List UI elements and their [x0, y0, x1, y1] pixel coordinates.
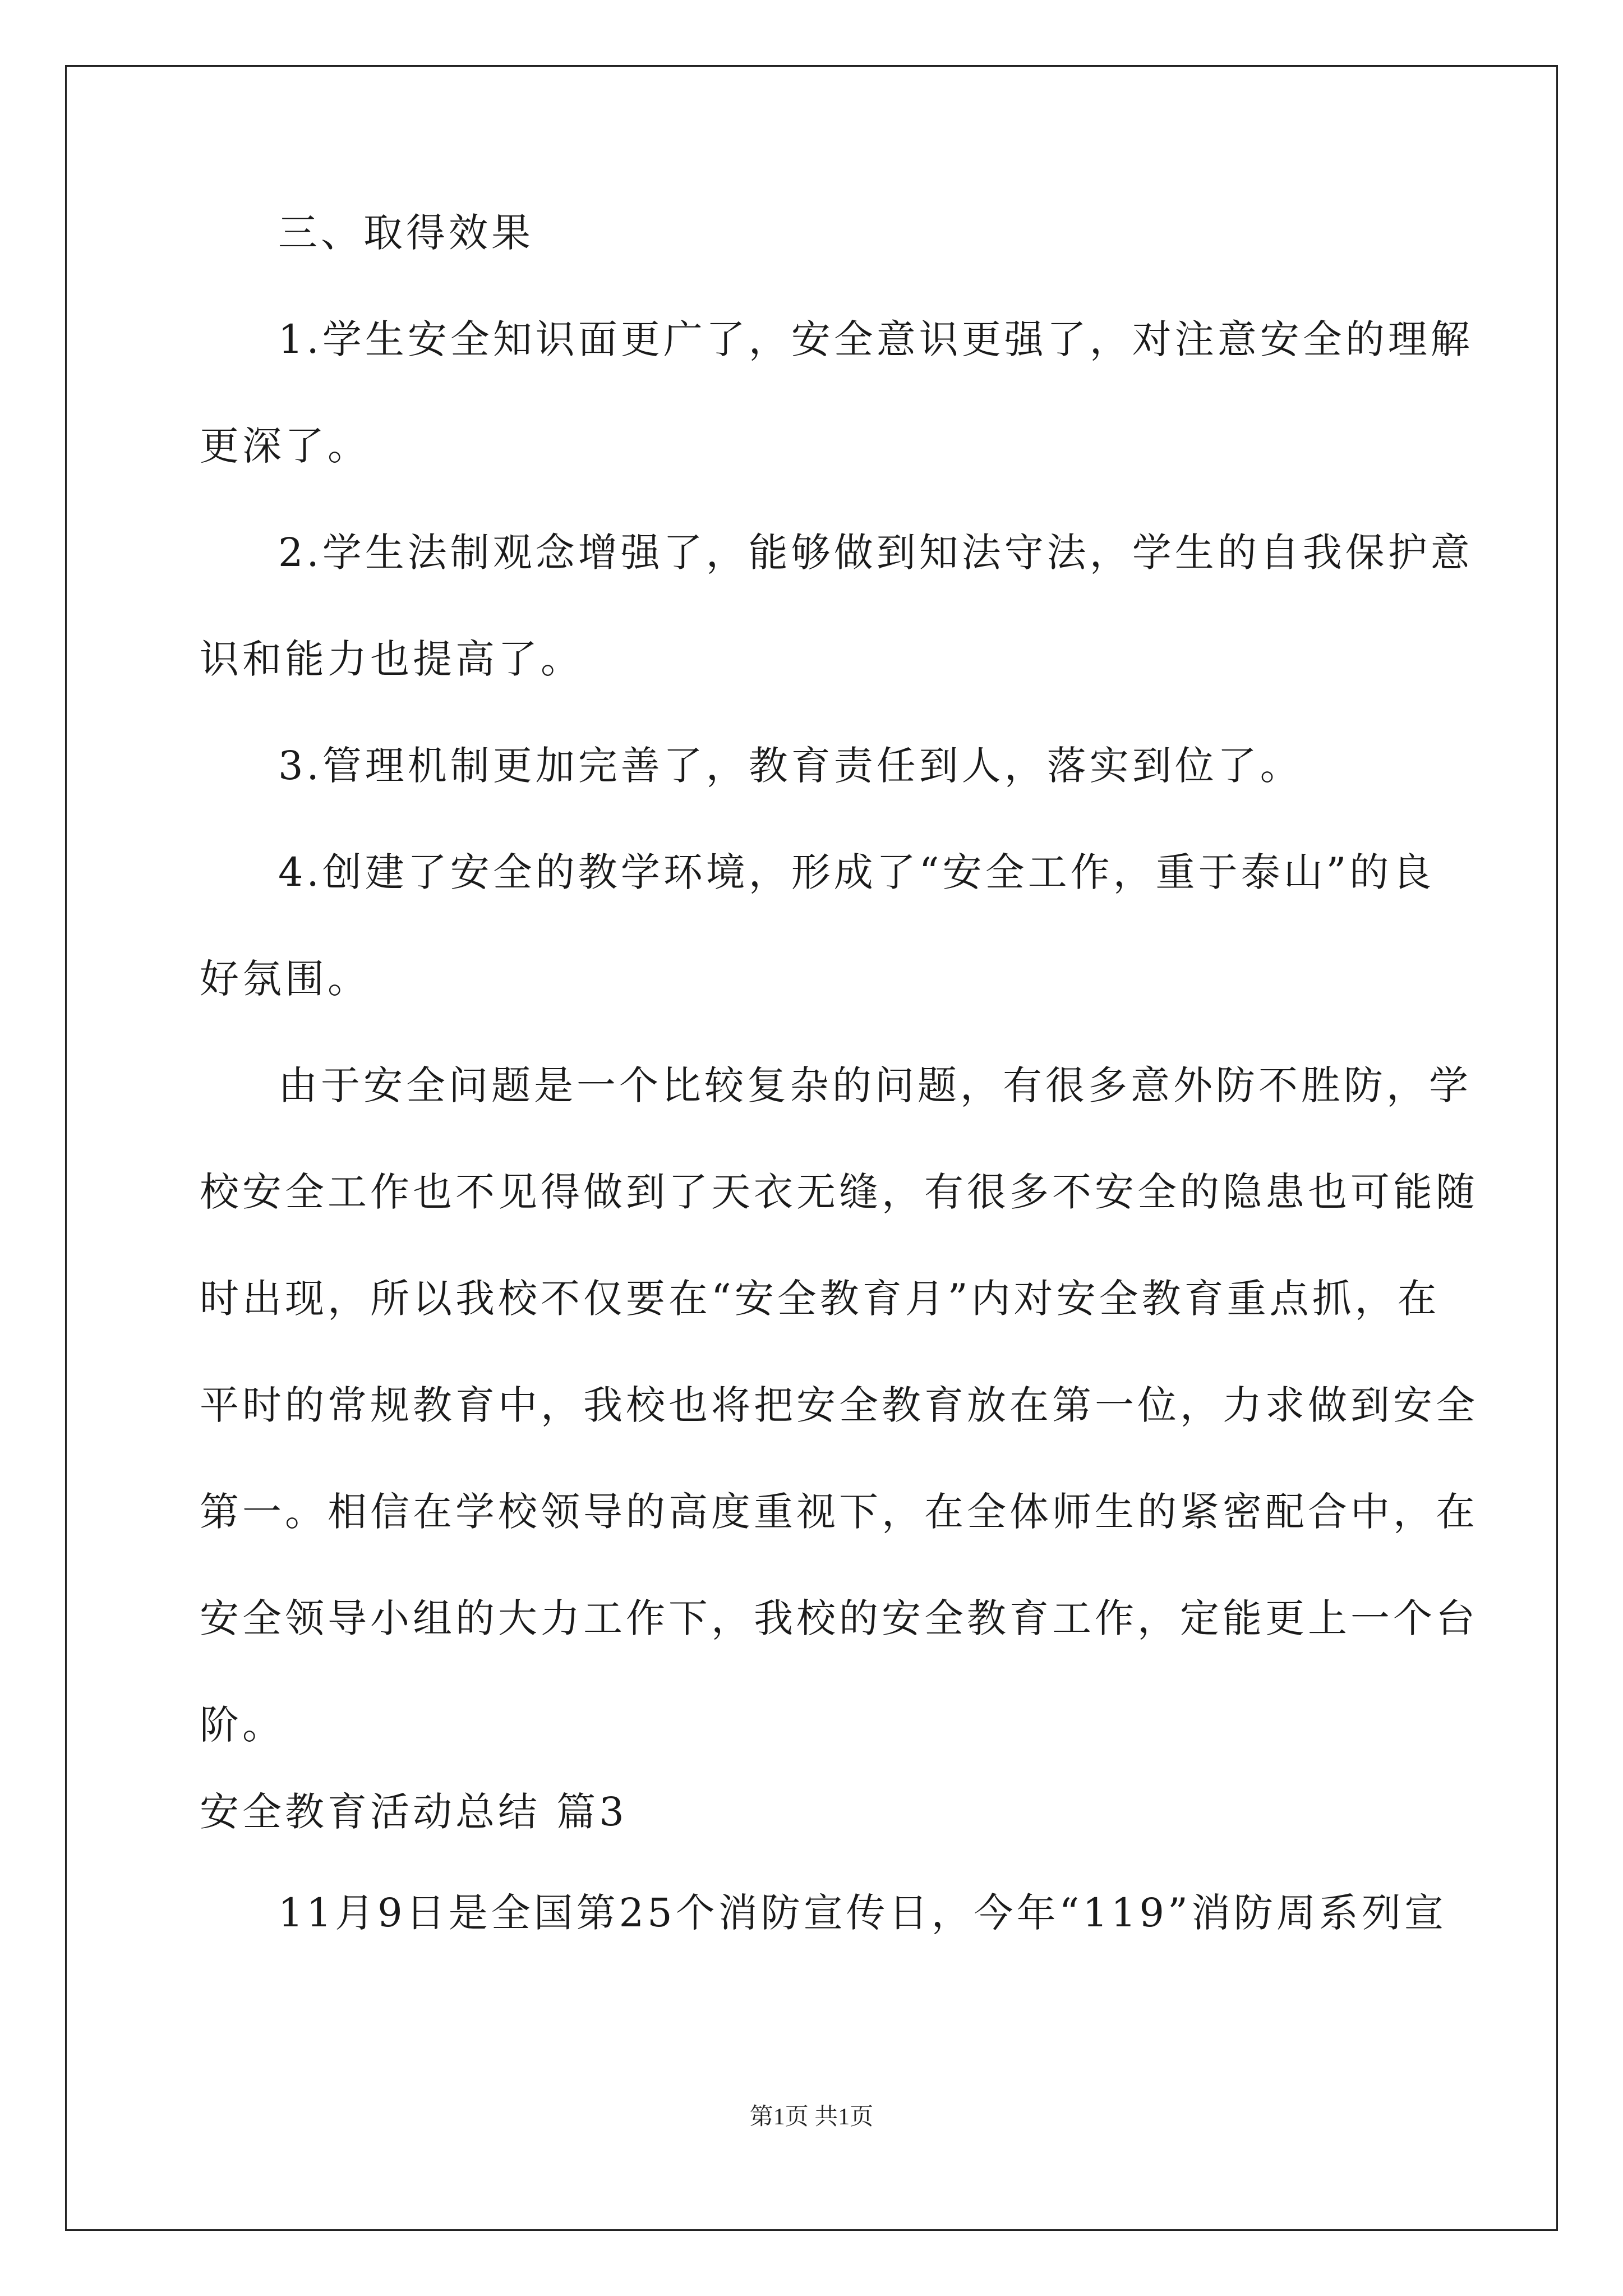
- paragraph-line: 1.学生安全知识面更广了，安全意识更强了，对注意安全的理解: [278, 316, 1473, 362]
- paragraph-line: 3.管理机制更加完善了，教育责任到人，落实到位了。: [278, 743, 1303, 789]
- paragraph-line: 好氛围。: [200, 956, 370, 1002]
- paragraph-line: 11月9日是全国第25个消防宣传日，今年“119”消防周系列宣: [278, 1890, 1447, 1936]
- paragraph-line: 更深了。: [200, 423, 370, 469]
- paragraph-line: 时出现，所以我校不仅要在“安全教育月”内对安全教育重点抓，在: [200, 1276, 1440, 1322]
- article-title: 安全教育活动总结 篇3: [200, 1789, 628, 1835]
- paragraph-line: 2.学生法制观念增强了，能够做到知法守法，学生的自我保护意: [278, 530, 1473, 576]
- paragraph-line: 校安全工作也不见得做到了天衣无缝，有很多不安全的隐患也可能随: [200, 1169, 1478, 1215]
- section-heading: 三、取得效果: [278, 210, 534, 256]
- paragraph-line: 4.创建了安全的教学环境，形成了“安全工作，重于泰山”的良: [278, 849, 1435, 895]
- paragraph-line: 第一。相信在学校领导的高度重视下，在全体师生的紧密配合中，在: [200, 1489, 1478, 1535]
- paragraph-line: 由于安全问题是一个比较复杂的问题，有很多意外防不胜防，学: [278, 1062, 1472, 1108]
- page-footer: 第1页 共1页: [749, 2104, 874, 2130]
- paragraph-line: 阶。: [200, 1702, 285, 1748]
- paragraph-line: 安全领导小组的大力工作下，我校的安全教育工作，定能更上一个台: [200, 1595, 1478, 1641]
- paragraph-line: 平时的常规教育中，我校也将把安全教育放在第一位，力求做到安全: [200, 1382, 1478, 1428]
- paragraph-line: 识和能力也提高了。: [200, 636, 583, 682]
